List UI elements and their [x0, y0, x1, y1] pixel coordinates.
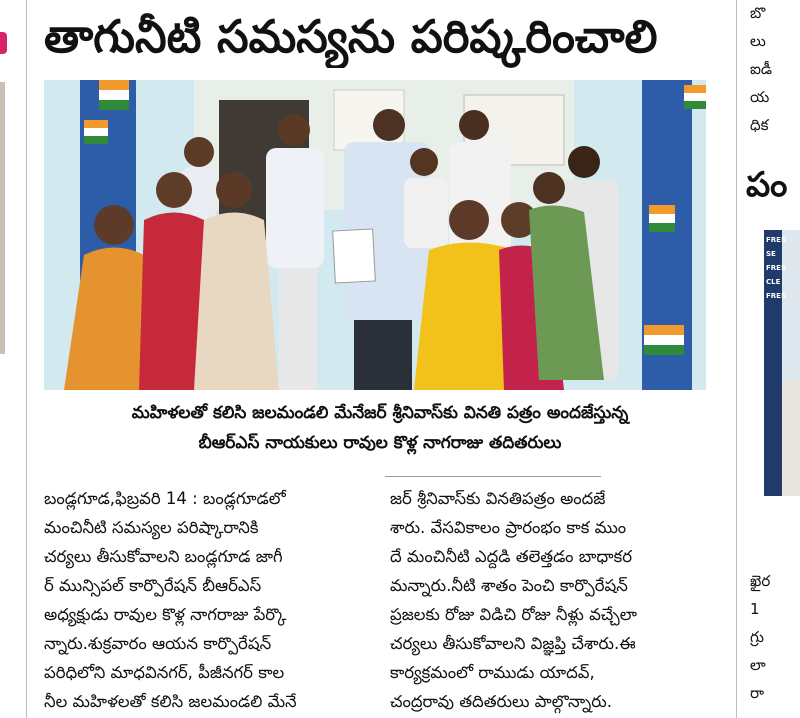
column-divider-right [736, 0, 737, 718]
article-line: మంచినీటి సమస్యల పరిష్కారానికి [44, 518, 259, 537]
person-fragment [782, 380, 800, 496]
article-line: బండ్లగూడ,ఫిబ్రవరి 14 : బండ్లగూడలో [44, 489, 286, 508]
banner-text: SE [766, 250, 776, 258]
right-text-line: గ్రు [750, 628, 764, 646]
right-text-line: ఖైర [750, 572, 771, 590]
article-line: శారు. వేసవికాలం ప్రారంభం కాక ముం [390, 518, 627, 537]
right-text-line: 1 [750, 600, 760, 618]
article-column-1 [44, 484, 376, 716]
news-photo [44, 80, 706, 390]
column-divider-left [26, 0, 27, 718]
banner-text: FRES [766, 264, 786, 272]
right-text-line: య [750, 88, 770, 106]
article-column-2 [390, 484, 724, 716]
article-line: చంద్రరావు తదితరులు పాల్గొన్నారు. [390, 692, 612, 711]
article-line: ర్ మున్సిపల్ కార్పొరేషన్ బీఆర్ఎస్ [44, 576, 262, 595]
article-line: కార్యక్రమంలో రాముడు యాదవ్, [390, 663, 595, 682]
right-text-line: లు [750, 32, 766, 50]
caption-line-2: బీఆర్ఎస్ నాయకులు రావుల కొళ్ల నాగరాజు తదితరులు [198, 433, 562, 453]
article-line: న్నారు.శుక్రవారం ఆయన కార్పొరేషన్ [44, 634, 272, 653]
banner-text: CLE [766, 278, 781, 286]
article-line: చర్యలు తీసుకోవాలని బండ్లగూడ జాగీ [44, 547, 283, 566]
article-line: జర్ శ్రీనివాస్‌కు వినతిపత్రం అందజే [390, 489, 606, 508]
banner-text: FRES [766, 236, 786, 244]
right-column-fragment [740, 0, 800, 718]
caption-rule [385, 476, 601, 477]
article-line: చర్యలు తీసుకోవాలని విజ్ఞప్తి చేశారు.ఈ [390, 634, 636, 653]
banner-text: FRES [766, 292, 786, 300]
right-text-line: ధిక [750, 116, 769, 134]
right-text-line: రా [750, 684, 765, 702]
article-line: దే మంచినీటి ఎద్దడి తలెత్తడం బాధాకర [390, 547, 633, 566]
right-text-line: లా [750, 656, 766, 674]
banner-fragment [764, 230, 786, 496]
article-headline: తాగునీటి సమస్యను పరిష్కరించాలి [44, 10, 658, 63]
article-line: మన్నారు.నీటి శాతం పెంచి కార్పొరేషన్ [390, 576, 628, 595]
right-photo-fragment [764, 230, 800, 496]
article-line: పరిధిలోని మాధవినగర్, పీజీనగర్ కాల [44, 663, 285, 682]
article-line: ప్రజలకు రోజు విడిచి రోజు నీళ్లు వచ్చేలా [390, 605, 638, 624]
caption-line-1: మహిళలతో కలిసి జలమండలి మేనేజర్ శ్రీనివాస్‌కు వినతి పత్రం అందజేస్తున్న [131, 403, 629, 423]
right-text-line: బొ [750, 4, 766, 22]
left-column-fragment [0, 0, 26, 718]
left-accent-mark [0, 32, 7, 54]
article-line: నీల మహిళలతో కలిసి జలమండలి మేనే [44, 692, 297, 711]
right-text-line: ఐడీ [750, 60, 773, 78]
article-line: అధ్యక్షుడు రావుల కొళ్ల నాగరాజు పేర్కొ [44, 605, 287, 624]
left-photo-fragment [0, 82, 5, 354]
photo-caption [55, 398, 705, 458]
right-headline-fragment: పం [746, 165, 788, 205]
